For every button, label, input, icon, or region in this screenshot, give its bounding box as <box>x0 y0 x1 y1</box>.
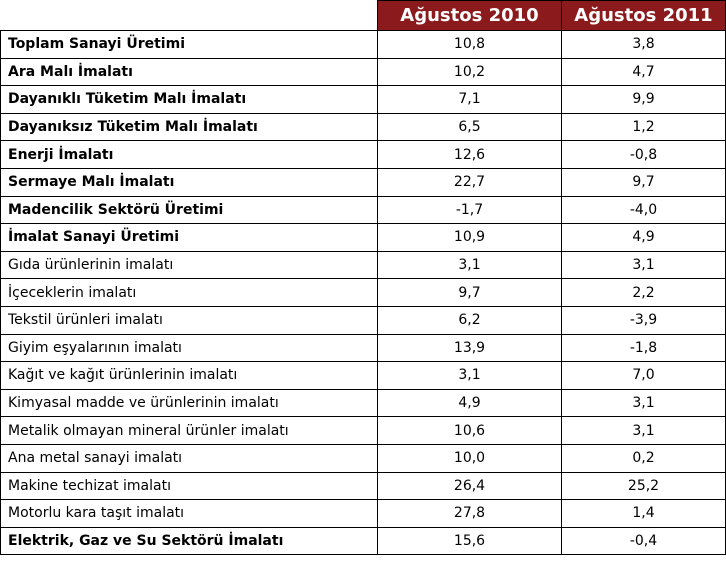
row-label: Toplam Sanayi Üretimi <box>1 31 378 59</box>
table-body <box>1 31 726 555</box>
header-row <box>1 1 726 31</box>
table-row <box>1 279 726 307</box>
row-label: Tekstil ürünleri imalatı <box>1 306 378 334</box>
header-blank-cell <box>1 1 378 31</box>
table-row <box>1 86 726 114</box>
table-row <box>1 141 726 169</box>
row-label: Madencilik Sektörü Üretimi <box>1 196 378 224</box>
value-2011: 1,2 <box>562 113 726 141</box>
value-2010: 3,1 <box>378 251 562 279</box>
table-row <box>1 224 726 252</box>
value-2011: -4,0 <box>562 196 726 224</box>
table-row <box>1 417 726 445</box>
table-row <box>1 196 726 224</box>
value-2011: 9,7 <box>562 168 726 196</box>
table-row <box>1 334 726 362</box>
header-col-2010: Ağustos 2010 <box>378 1 562 31</box>
value-2010: 27,8 <box>378 500 562 528</box>
row-label: İmalat Sanayi Üretimi <box>1 224 378 252</box>
row-label: Metalik olmayan mineral ürünler imalatı <box>1 417 378 445</box>
row-label: Makine techizat imalatı <box>1 472 378 500</box>
value-2011: 25,2 <box>562 472 726 500</box>
table-row <box>1 362 726 390</box>
value-2010: 15,6 <box>378 527 562 555</box>
value-2010: 7,1 <box>378 86 562 114</box>
row-label: Gıda ürünlerinin imalatı <box>1 251 378 279</box>
row-label: Kağıt ve kağıt ürünlerinin imalatı <box>1 362 378 390</box>
value-2011: 0,2 <box>562 444 726 472</box>
value-2011: 3,1 <box>562 417 726 445</box>
value-2010: 6,2 <box>378 306 562 334</box>
table-row <box>1 58 726 86</box>
row-label: Sermaye Malı İmalatı <box>1 168 378 196</box>
row-label: İçeceklerin imalatı <box>1 279 378 307</box>
value-2010: -1,7 <box>378 196 562 224</box>
value-2011: 7,0 <box>562 362 726 390</box>
table-row <box>1 444 726 472</box>
value-2011: 2,2 <box>562 279 726 307</box>
value-2010: 10,8 <box>378 31 562 59</box>
value-2011: 3,1 <box>562 389 726 417</box>
row-label: Enerji İmalatı <box>1 141 378 169</box>
header-col-2011: Ağustos 2011 <box>562 1 726 31</box>
value-2010: 10,9 <box>378 224 562 252</box>
value-2011: 4,9 <box>562 224 726 252</box>
row-label: Elektrik, Gaz ve Su Sektörü İmalatı <box>1 527 378 555</box>
row-label: Motorlu kara taşıt imalatı <box>1 500 378 528</box>
value-2011: 3,8 <box>562 31 726 59</box>
value-2010: 3,1 <box>378 362 562 390</box>
table-row <box>1 389 726 417</box>
value-2010: 12,6 <box>378 141 562 169</box>
value-2010: 26,4 <box>378 472 562 500</box>
value-2010: 9,7 <box>378 279 562 307</box>
value-2011: 3,1 <box>562 251 726 279</box>
value-2011: -0,4 <box>562 527 726 555</box>
value-2011: -0,8 <box>562 141 726 169</box>
value-2010: 10,0 <box>378 444 562 472</box>
table-row <box>1 168 726 196</box>
row-label: Giyim eşyalarının imalatı <box>1 334 378 362</box>
table-row <box>1 251 726 279</box>
value-2011: -1,8 <box>562 334 726 362</box>
value-2010: 10,6 <box>378 417 562 445</box>
row-label: Kimyasal madde ve ürünlerinin imalatı <box>1 389 378 417</box>
value-2011: 1,4 <box>562 500 726 528</box>
table-row <box>1 472 726 500</box>
value-2010: 6,5 <box>378 113 562 141</box>
table-row <box>1 527 726 555</box>
value-2010: 22,7 <box>378 168 562 196</box>
value-2011: 4,7 <box>562 58 726 86</box>
row-label: Ana metal sanayi imalatı <box>1 444 378 472</box>
value-2010: 13,9 <box>378 334 562 362</box>
value-2011: -3,9 <box>562 306 726 334</box>
value-2010: 4,9 <box>378 389 562 417</box>
row-label: Dayanıklı Tüketim Malı İmalatı <box>1 86 378 114</box>
row-label: Dayanıksız Tüketim Malı İmalatı <box>1 113 378 141</box>
row-label: Ara Malı İmalatı <box>1 58 378 86</box>
table-row <box>1 500 726 528</box>
value-2010: 10,2 <box>378 58 562 86</box>
table-row <box>1 113 726 141</box>
value-2011: 9,9 <box>562 86 726 114</box>
table-row <box>1 31 726 59</box>
table-row <box>1 306 726 334</box>
